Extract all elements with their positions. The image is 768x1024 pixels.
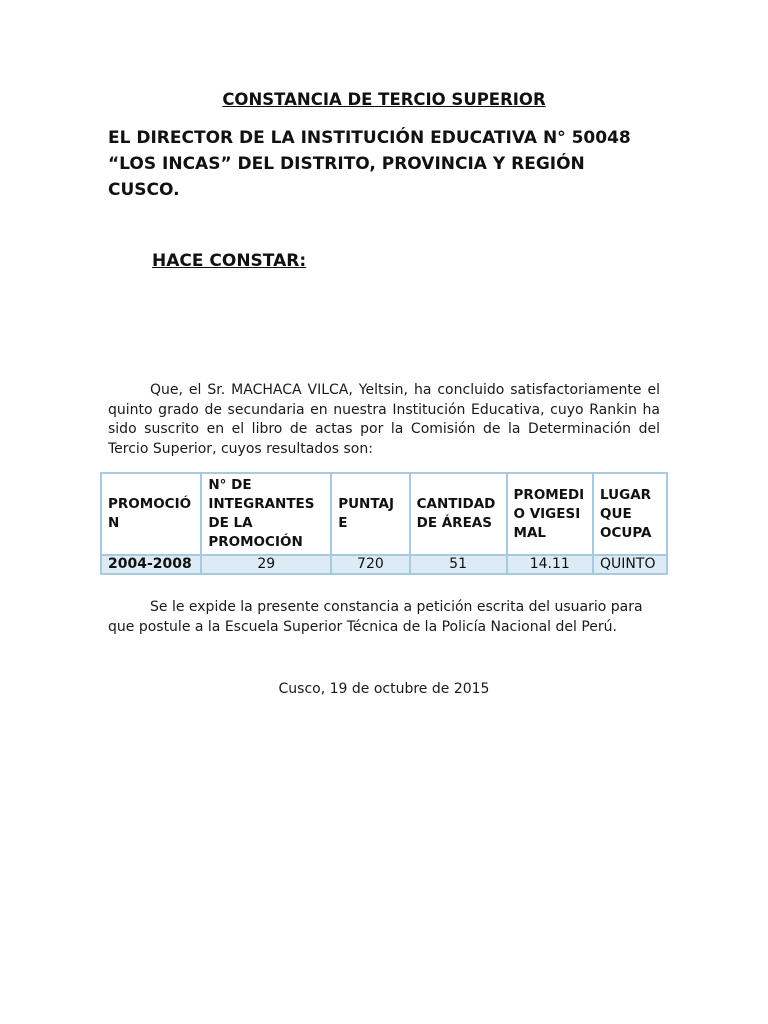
promedio-cell: 14.11 [507, 555, 594, 574]
issuer-heading: EL DIRECTOR DE LA INSTITUCIÓN EDUCATIVA N° 50048 “LOS INCAS” DEL DISTRITO, PROVINCIA Y REGIÓN CUSCO. [108, 128, 631, 200]
header-cell: CANTIDAD DE ÁREAS [410, 473, 507, 555]
header-cell: N° DE INTEGRANTES DE LA PROMOCIÓN [201, 473, 331, 555]
place-date: Cusco, 19 de octubre de 2015 [278, 681, 490, 697]
hace-constar-heading: HACE CONSTAR: [152, 251, 307, 271]
integrantes-cell: 29 [201, 555, 331, 574]
document-title: CONSTANCIA DE TERCIO SUPERIOR [222, 90, 546, 109]
header-cell: LUGAR QUE OCUPA [593, 473, 667, 555]
certification-paragraph [108, 381, 660, 459]
promocion-cell: 2004-2008 [101, 555, 201, 574]
areas-cell: 51 [410, 555, 507, 574]
table-row [101, 555, 667, 574]
issuance-text: Se le expide la presente constancia a petición escrita del usuario para que postule a la Escuela Superior Técnica de la Policía Nacional del Perú. [108, 599, 643, 635]
header-cell: PROMEDIO VIGESIMAL [507, 473, 594, 555]
puntaje-cell: 720 [331, 555, 409, 574]
lugar-cell: QUINTO [593, 555, 667, 574]
certification-text: Que, el Sr. MACHACA VILCA, Yeltsin, ha concluido satisfactoriamente el quinto grado de secundaria en nuestra Institución Educativa, cuyo Rankin ha sido suscrito en el libro de actas por la Comisión de la Determinación del Tercio Superior, cuyos resultados son: [108, 382, 660, 457]
issuance-paragraph [108, 598, 660, 637]
header-cell: PROMOCIÓN [101, 473, 201, 555]
header-cell: PUNTAJE [331, 473, 409, 555]
table-header-row [101, 473, 667, 555]
results-table [100, 472, 668, 575]
